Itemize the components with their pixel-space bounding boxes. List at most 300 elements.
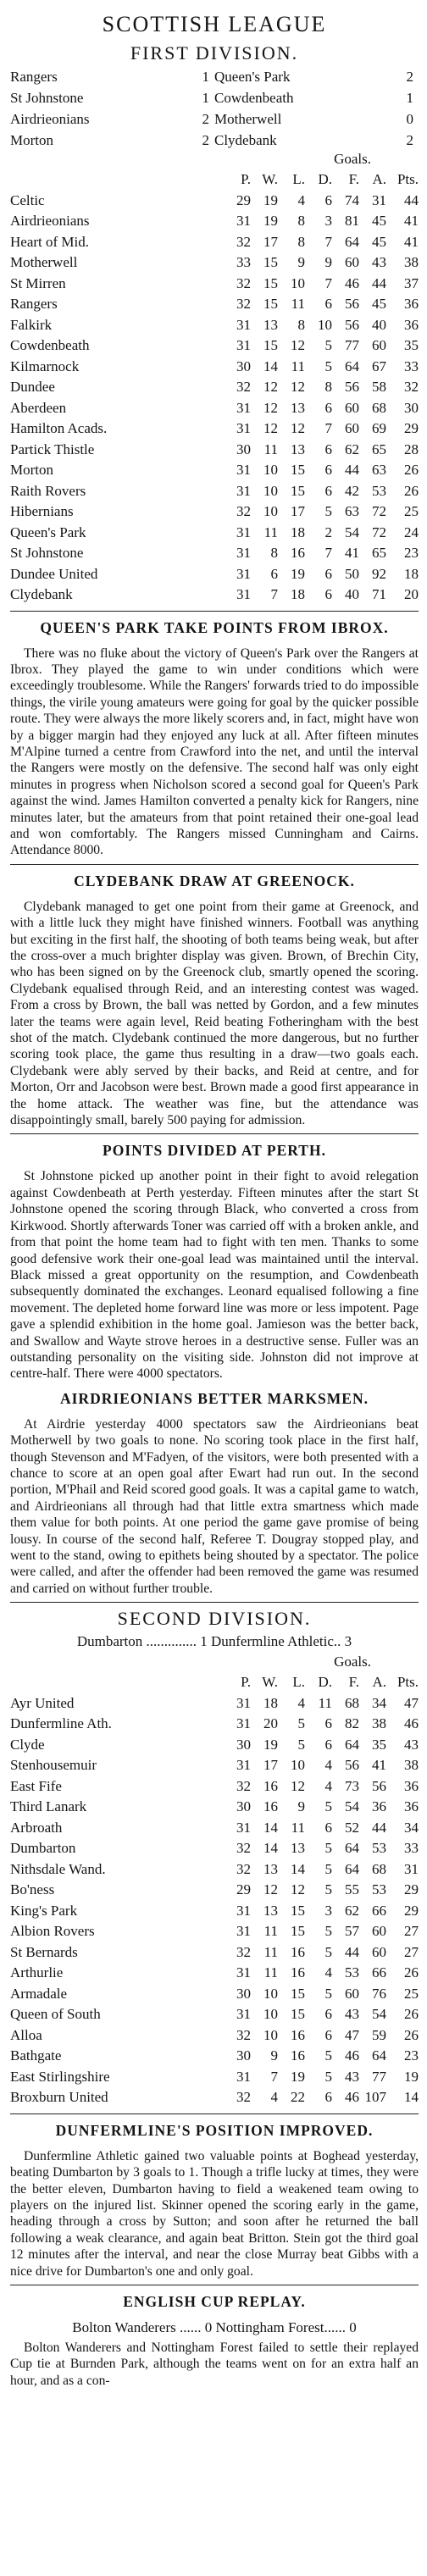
stat-pts: 30 <box>404 399 419 416</box>
table-row <box>10 501 419 523</box>
stat-pts: 29 <box>404 420 419 436</box>
stat-p: 32 <box>236 274 251 291</box>
table-row <box>10 274 419 295</box>
stat-w: 19 <box>263 213 278 229</box>
team-name: Dundee United <box>10 565 98 582</box>
stat-f: 77 <box>345 337 359 353</box>
table-header-row <box>10 169 419 191</box>
team-name: Falkirk <box>10 316 53 333</box>
home-goals: 2 <box>202 111 209 127</box>
stat-pts: 19 <box>404 2068 419 2085</box>
stat-f: 54 <box>345 524 359 540</box>
away-goals: 1 <box>406 90 413 106</box>
team-name: Clydebank <box>10 586 73 602</box>
home-team: Morton <box>10 132 53 148</box>
stat-p: 30 <box>236 1798 251 1815</box>
stat-w: 7 <box>270 586 278 602</box>
stat-l: 15 <box>291 1985 305 2002</box>
stat-d: 7 <box>324 233 332 250</box>
stat-l: 15 <box>291 1923 305 1940</box>
result-row <box>10 66 419 87</box>
table-header-cell: P. <box>241 1674 251 1691</box>
stat-l: 5 <box>297 1715 305 1732</box>
team-name: Nithsdale Wand. <box>10 1860 106 1877</box>
table-row <box>10 2004 419 2025</box>
stat-a: 40 <box>372 316 386 333</box>
stat-pts: 26 <box>404 462 419 478</box>
stat-p: 31 <box>236 316 251 333</box>
page-title: SCOTTISH LEAGUE <box>102 12 327 36</box>
away-team: Motherwell <box>214 111 282 127</box>
stat-d: 5 <box>324 357 332 374</box>
stat-a: 76 <box>372 1985 386 2002</box>
stat-a: 60 <box>372 337 386 353</box>
stat-a: 31 <box>372 191 386 208</box>
stat-w: 15 <box>263 337 278 353</box>
stat-a: 72 <box>372 524 386 540</box>
goals-label: Goals. <box>334 1654 371 1670</box>
stat-a: 64 <box>372 2047 386 2064</box>
stat-a: 66 <box>372 1902 386 1919</box>
stat-pts: 36 <box>404 1777 419 1794</box>
stat-d: 6 <box>324 565 332 582</box>
table-header-cell: F. <box>348 1674 359 1691</box>
team-name: Dundee <box>10 379 55 395</box>
stat-p: 31 <box>236 2006 251 2023</box>
stat-p: 32 <box>236 2089 251 2106</box>
table-row <box>10 1901 419 1922</box>
team-name: East Stirlingshire <box>10 2068 110 2085</box>
stat-a: 45 <box>372 233 386 250</box>
table-header-cell: F. <box>348 171 359 187</box>
stat-f: 56 <box>345 1757 359 1774</box>
stat-f: 43 <box>345 2068 359 2085</box>
table-row <box>10 1714 419 1735</box>
article-english-cup <box>10 2291 419 2389</box>
table-row <box>10 1963 419 1984</box>
stat-w: 10 <box>263 2006 278 2023</box>
stat-d: 5 <box>324 1985 332 2002</box>
stat-l: 4 <box>297 191 305 208</box>
home-goals: 1 <box>202 69 209 85</box>
stat-f: 46 <box>345 2047 359 2064</box>
stat-a: 54 <box>372 2006 386 2023</box>
table-row <box>10 1838 419 1859</box>
second-division-heading: SECOND DIVISION. <box>117 1608 312 1630</box>
stat-p: 30 <box>236 2047 251 2064</box>
stat-w: 17 <box>263 1757 278 1774</box>
stat-w: 11 <box>263 1923 278 1940</box>
away-team: Cowdenbeath <box>214 90 294 106</box>
stat-pts: 18 <box>404 565 419 582</box>
stat-l: 12 <box>291 1881 305 1898</box>
stat-a: 71 <box>372 586 386 602</box>
stat-d: 6 <box>324 2006 332 2023</box>
table-header-spacer <box>10 1672 224 1693</box>
stat-d: 5 <box>324 1840 332 1857</box>
stat-a: 44 <box>372 1819 386 1836</box>
table-row <box>10 211 419 232</box>
team-name: Arthurlie <box>10 1964 64 1981</box>
stat-w: 8 <box>270 545 278 561</box>
stat-w: 12 <box>263 420 278 436</box>
stat-f: 68 <box>345 1694 359 1711</box>
stat-d: 6 <box>324 2026 332 2043</box>
divider <box>10 2113 419 2114</box>
table-row <box>10 252 419 274</box>
stat-a: 63 <box>372 462 386 478</box>
home-team: St Johnstone <box>10 90 84 106</box>
stat-w: 10 <box>263 2026 278 2043</box>
stat-a: 53 <box>372 482 386 499</box>
stat-l: 12 <box>291 1777 305 1794</box>
article-headline: CLYDEBANK DRAW AT GREENOCK. <box>74 872 355 889</box>
team-name: Rangers <box>10 296 58 312</box>
table-header-cell: A. <box>372 171 386 187</box>
stat-f: 60 <box>345 254 359 270</box>
stat-a: 68 <box>372 1860 386 1877</box>
table-header-cell: W. <box>262 1674 278 1691</box>
table-row <box>10 294 419 315</box>
stat-p: 31 <box>236 420 251 436</box>
stat-pts: 26 <box>404 2006 419 2023</box>
stat-a: 59 <box>372 2026 386 2043</box>
stat-pts: 44 <box>404 191 419 208</box>
stat-f: 73 <box>345 1777 359 1794</box>
stat-l: 8 <box>297 213 305 229</box>
article-body: Clydebank managed to get one point from their game at Greenock, and with a little luck they might have finished winners. Football was anything but exciting in the first half, the shooting of both teams being weak, but after the cross-over a much brighter display was given. Brown, of Brechin City, who has been signed on by the Greenock club, smartly opened the scoring. Clydebank equalised through Reid, and an interesting contest was waged. From a cross by Brown, the ball was netted by Gordon, and a few minutes later the teams were again level, Reid beating Fotheringham with the best shot of the match. Clydebank continued the more dangerous, but no further scoring took place, the game thus resulting in a draw—two goals each. Clydebank were ably served by their backs, and Reid at centre, and for Morton, Orr and Jacobson were best. Brown made a good first appearance in the home attack. The weather was fine, but the attendance was disappointingly small, barely 500 paying for admission. <box>10 899 419 1128</box>
table-row <box>10 543 419 564</box>
stat-a: 65 <box>372 440 386 457</box>
first-division-table <box>10 169 419 606</box>
article-headline: POINTS DIVIDED AT PERTH. <box>103 1142 326 1160</box>
table-row <box>10 1984 419 2005</box>
stat-pts: 27 <box>404 1923 419 1940</box>
stat-pts: 34 <box>404 1819 419 1836</box>
stat-pts: 38 <box>404 1757 419 1774</box>
team-name: Hamilton Acads. <box>10 420 108 436</box>
stat-p: 29 <box>236 191 251 208</box>
stat-pts: 23 <box>404 545 419 561</box>
stat-w: 13 <box>263 316 278 333</box>
stat-w: 20 <box>263 1715 278 1732</box>
stat-l: 14 <box>291 1860 305 1877</box>
stat-p: 31 <box>236 1923 251 1940</box>
divider <box>10 1602 419 1603</box>
stat-d: 5 <box>324 1923 332 1940</box>
divider <box>10 611 419 612</box>
english-cup-result: Bolton Wanderers ...... 0 Nottingham Forest...... 0 <box>72 2318 357 2335</box>
result-row <box>10 108 419 130</box>
stat-l: 19 <box>291 2068 305 2085</box>
stat-f: 64 <box>345 233 359 250</box>
stat-d: 6 <box>324 586 332 602</box>
stat-a: 67 <box>372 357 386 374</box>
stat-l: 17 <box>291 503 305 519</box>
stat-pts: 26 <box>404 2026 419 2043</box>
stat-l: 16 <box>291 2047 305 2064</box>
stat-p: 31 <box>236 1902 251 1919</box>
stat-f: 57 <box>345 1923 359 1940</box>
stat-w: 15 <box>263 296 278 312</box>
stat-l: 9 <box>297 254 305 270</box>
article-headline: ENGLISH CUP REPLAY. <box>123 2292 306 2310</box>
team-name: Cowdenbeath <box>10 337 90 353</box>
article-body: There was no fluke about the victory of Queen's Park over the Rangers at Ibrox. They played the game to win under conditions which were exceedingly troublesome. While the Rangers' forwards tried to do impossible things, the virile young amateurs were going for goal by the quicker possible route. They were always the more likely scorers and, in fact, might have won by a bigger margin had they enjoyed any luck at all. After fifteen minutes M'Alpine turned a centre from Crawford into the net, and until the interval the Rangers were mostly on the defensive. The second half was only eight minutes in progress when Nicholson scored a second goal for Queen's Park against the wind. James Hamilton converted a penalty kick for Rangers, nine minutes later, but the amateurs from that point retained their one-goal lead and won comfortably. The Rangers missed Cunningham and Cairns. Attendance 8000. <box>10 645 419 858</box>
stat-l: 13 <box>291 440 305 457</box>
stat-l: 8 <box>297 316 305 333</box>
stat-d: 6 <box>324 482 332 499</box>
stat-w: 14 <box>263 1840 278 1857</box>
table-header-cell: P. <box>241 171 251 187</box>
stat-a: 44 <box>372 274 386 291</box>
home-team: Rangers <box>10 69 58 85</box>
stat-a: 65 <box>372 545 386 561</box>
stat-d: 9 <box>324 254 332 270</box>
stat-f: 50 <box>345 565 359 582</box>
article-headline: DUNFERMLINE'S POSITION IMPROVED. <box>55 2121 374 2139</box>
article-perth <box>10 1139 419 1382</box>
stat-d: 5 <box>324 1860 332 1877</box>
table-row <box>10 418 419 440</box>
stat-p: 32 <box>236 296 251 312</box>
stat-pts: 20 <box>404 586 419 602</box>
first-division-heading: FIRST DIVISION. <box>130 42 299 64</box>
article-clydebank <box>10 870 419 1129</box>
stat-f: 46 <box>345 2089 359 2106</box>
team-name: Dumbarton <box>10 1840 76 1857</box>
stat-l: 18 <box>291 586 305 602</box>
stat-p: 32 <box>236 2026 251 2043</box>
stat-l: 16 <box>291 1943 305 1960</box>
stat-pts: 25 <box>404 503 419 519</box>
table-header-cell: Pts. <box>396 1674 419 1691</box>
stat-f: 63 <box>345 503 359 519</box>
stat-f: 60 <box>345 399 359 416</box>
team-name: Airdrieonians <box>10 213 90 229</box>
table-row <box>10 1693 419 1715</box>
stat-a: 92 <box>372 565 386 582</box>
stat-a: 53 <box>372 1881 386 1898</box>
table-row <box>10 1755 419 1776</box>
stat-w: 11 <box>263 1943 278 1960</box>
table-row <box>10 584 419 606</box>
stat-p: 30 <box>236 357 251 374</box>
stat-p: 32 <box>236 1777 251 1794</box>
stat-l: 10 <box>291 274 305 291</box>
stat-w: 14 <box>263 357 278 374</box>
team-name: Stenhousemuir <box>10 1757 97 1774</box>
stat-p: 31 <box>236 1964 251 1981</box>
stat-a: 107 <box>364 2089 386 2106</box>
away-team: Clydebank <box>214 132 277 148</box>
table-header-cell: L. <box>292 1674 305 1691</box>
stat-d: 5 <box>324 2047 332 2064</box>
table-row <box>10 1942 419 1964</box>
table-row <box>10 2087 419 2108</box>
stat-a: 77 <box>372 2068 386 2085</box>
stat-l: 8 <box>297 233 305 250</box>
stat-d: 4 <box>324 1777 332 1794</box>
stat-l: 11 <box>291 357 305 374</box>
stat-f: 41 <box>345 545 359 561</box>
stat-f: 64 <box>345 1840 359 1857</box>
stat-a: 43 <box>372 254 386 270</box>
stat-w: 12 <box>263 379 278 395</box>
stat-p: 32 <box>236 379 251 395</box>
stat-w: 6 <box>270 565 278 582</box>
stat-pts: 43 <box>404 1736 419 1753</box>
team-name: Hibernians <box>10 503 74 519</box>
stat-pts: 37 <box>404 274 419 291</box>
article-body: Bolton Wanderers and Nottingham Forest failed to settle their replayed Cup tie at Burnden Park, although the teams went on for an extra half an hour, and as a con- <box>10 2340 419 2388</box>
team-name: Dunfermline Ath. <box>10 1715 112 1732</box>
stat-pts: 26 <box>404 482 419 499</box>
table-header-cell: Pts. <box>396 171 419 187</box>
table-row <box>10 2046 419 2067</box>
stat-d: 4 <box>324 1964 332 1981</box>
stat-p: 31 <box>236 1757 251 1774</box>
table-row <box>10 335 419 357</box>
table-row <box>10 315 419 336</box>
stat-p: 31 <box>236 545 251 561</box>
stat-pts: 33 <box>404 1840 419 1857</box>
stat-w: 13 <box>263 1860 278 1877</box>
stat-l: 4 <box>297 1694 305 1711</box>
stat-l: 15 <box>291 462 305 478</box>
stat-d: 2 <box>324 524 332 540</box>
article-body: St Johnstone picked up another point in their fight to avoid relegation against Cowdenbeath at Perth yesterday. Fifteen minutes after the start St Johnstone opened the scoring through Black, who converted a cross from Kirkwood. Shortly afterwards Toner was carried off with a broken ankle, and from that point the home team had to fight with ten men. Thanks to some good defensive work their one-goal lead was maintained until the interval. Black missed a great opportunity on the resumption, and Cowdenbeath subsequently dominated the exchanges. Leonard equalised following a fine movement. The depleted home forward line was more or less impotent. Page gave a splendid exhibition in the home goal. Jamieson was the better back, and Swallow and Wayte strove heroes in a destructive sense. Fuller was an outstanding personality on the visiting side. Johnston did not improve at centre-half. There were 4000 spectators. <box>10 1169 419 1382</box>
stat-d: 11 <box>318 1694 332 1711</box>
second-division-result: Dumbarton .............. 1 Dunfermline Athletic.. 3 <box>76 1633 352 1650</box>
stat-p: 31 <box>236 1715 251 1732</box>
stat-a: 53 <box>372 1840 386 1857</box>
stat-f: 74 <box>345 191 359 208</box>
stat-l: 13 <box>291 399 305 416</box>
stat-pts: 14 <box>404 2089 419 2106</box>
table-row <box>10 440 419 461</box>
stat-f: 81 <box>345 213 359 229</box>
home-goals: 2 <box>202 132 209 148</box>
team-name: Alloa <box>10 2026 42 2043</box>
stat-w: 10 <box>263 482 278 499</box>
article-airdrieonians <box>10 1388 419 1597</box>
stat-f: 42 <box>345 482 359 499</box>
stat-w: 19 <box>263 191 278 208</box>
stat-d: 5 <box>324 2068 332 2085</box>
team-name: Bathgate <box>10 2047 62 2064</box>
stat-l: 12 <box>291 379 305 395</box>
result-row <box>10 130 419 151</box>
table-header-cell: W. <box>262 171 278 187</box>
team-name: Heart of Mid. <box>10 233 90 250</box>
stat-f: 62 <box>345 1902 359 1919</box>
stat-pts: 32 <box>404 379 419 395</box>
stat-w: 11 <box>263 1964 278 1981</box>
stat-f: 40 <box>345 586 359 602</box>
stat-w: 10 <box>263 462 278 478</box>
home-team: Airdrieonians <box>10 111 90 127</box>
stat-l: 12 <box>291 337 305 353</box>
stat-a: 60 <box>372 1943 386 1960</box>
table-row <box>10 357 419 378</box>
stat-d: 6 <box>324 191 332 208</box>
stat-d: 6 <box>324 1736 332 1753</box>
stat-pts: 33 <box>404 357 419 374</box>
table-row <box>10 232 419 253</box>
stat-f: 54 <box>345 1798 359 1815</box>
team-name: St Johnstone <box>10 545 84 561</box>
article-queens-park <box>10 617 419 859</box>
stat-a: 34 <box>372 1694 386 1711</box>
stat-l: 16 <box>291 545 305 561</box>
stat-f: 82 <box>345 1715 359 1732</box>
stat-l: 10 <box>291 1757 305 1774</box>
stat-p: 32 <box>236 233 251 250</box>
stat-l: 9 <box>297 1798 305 1815</box>
stat-f: 56 <box>345 296 359 312</box>
stat-w: 16 <box>263 1798 278 1815</box>
away-team: Queen's Park <box>214 69 291 85</box>
stat-a: 68 <box>372 399 386 416</box>
table-row <box>10 191 419 212</box>
table-row <box>10 1776 419 1798</box>
stat-a: 60 <box>372 1923 386 1940</box>
article-headline: AIRDRIEONIANS BETTER MARKSMEN. <box>59 1389 369 1407</box>
stat-l: 19 <box>291 565 305 582</box>
stat-f: 60 <box>345 420 359 436</box>
stat-d: 3 <box>324 213 332 229</box>
stat-d: 6 <box>324 296 332 312</box>
team-name: Armadale <box>10 1985 68 2002</box>
stat-f: 56 <box>345 379 359 395</box>
stat-p: 30 <box>236 1985 251 2002</box>
table-row <box>10 377 419 398</box>
stat-p: 31 <box>236 524 251 540</box>
team-name: Raith Rovers <box>10 482 86 499</box>
stat-d: 7 <box>324 274 332 291</box>
team-name: Clyde <box>10 1736 45 1753</box>
stat-w: 18 <box>263 1694 278 1711</box>
team-name: Morton <box>10 462 53 478</box>
stat-pts: 26 <box>404 1964 419 1981</box>
team-name: East Fife <box>10 1777 62 1794</box>
divider <box>10 1133 419 1134</box>
table-row <box>10 1921 419 1942</box>
team-name: St Bernards <box>10 1943 78 1960</box>
stat-pts: 46 <box>404 1715 419 1732</box>
stat-d: 7 <box>324 545 332 561</box>
stat-a: 66 <box>372 1964 386 1981</box>
stat-p: 31 <box>236 586 251 602</box>
stat-pts: 25 <box>404 1985 419 2002</box>
stat-pts: 27 <box>404 1943 419 1960</box>
stat-p: 31 <box>236 1694 251 1711</box>
stat-l: 12 <box>291 420 305 436</box>
team-name: Broxburn United <box>10 2089 108 2106</box>
table-row <box>10 2025 419 2047</box>
table-row <box>10 1797 419 1818</box>
stat-l: 18 <box>291 524 305 540</box>
away-goals: 2 <box>406 69 413 85</box>
stat-a: 56 <box>372 1777 386 1794</box>
stat-a: 45 <box>372 296 386 312</box>
stat-a: 72 <box>372 503 386 519</box>
stat-l: 16 <box>291 2026 305 2043</box>
stat-f: 47 <box>345 2026 359 2043</box>
stat-d: 6 <box>324 462 332 478</box>
team-name: Arbroath <box>10 1819 63 1836</box>
